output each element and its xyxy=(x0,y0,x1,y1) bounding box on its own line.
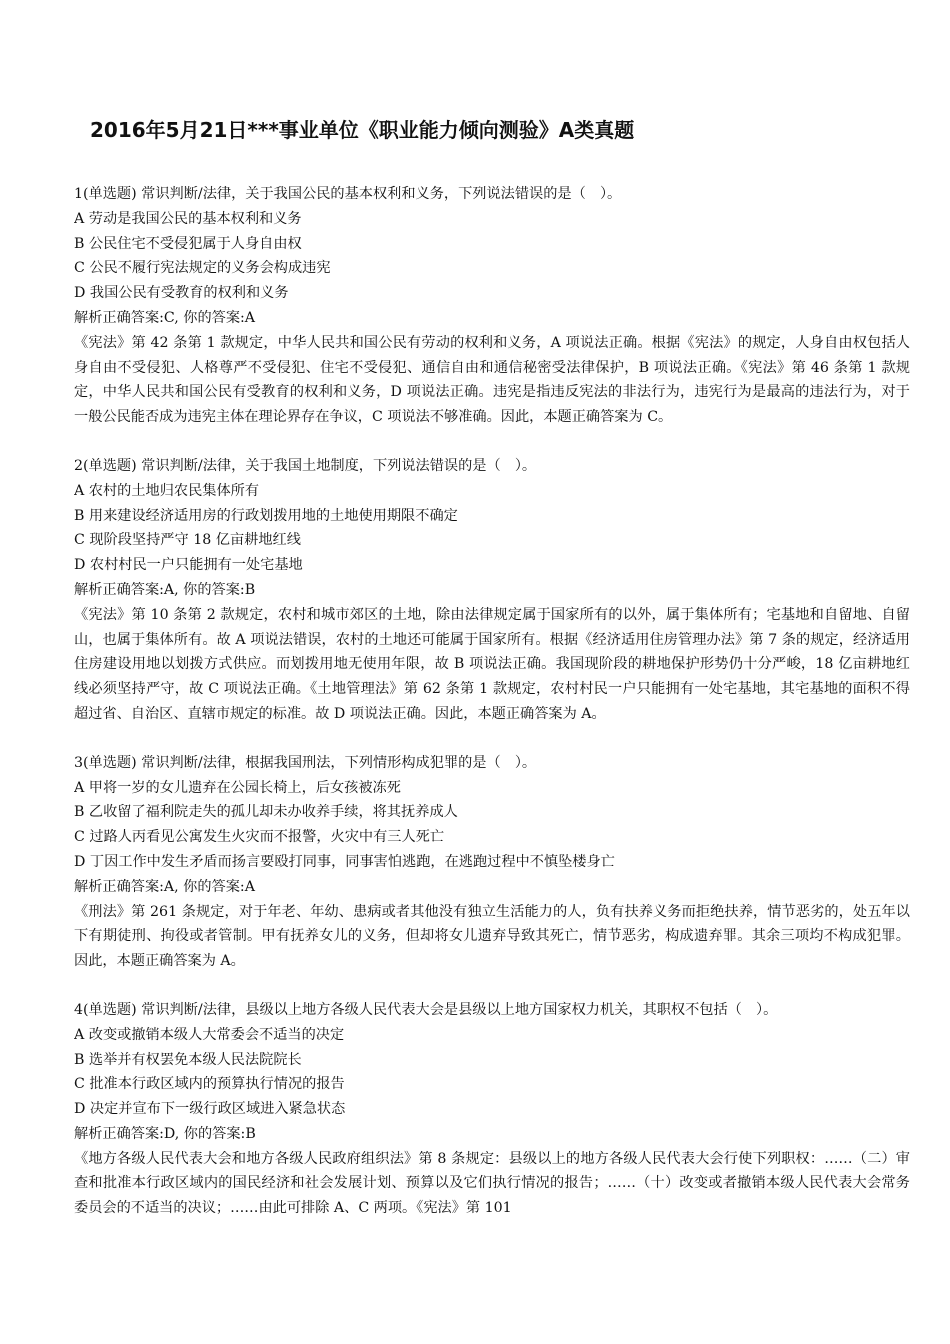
option-c: C 批准本行政区域内的预算执行情况的报告 xyxy=(74,1076,345,1093)
option-c: C 现阶段坚持严守 18 亿亩耕地红线 xyxy=(74,532,301,549)
option-a: A 劳动是我国公民的基本权利和义务 xyxy=(74,210,302,227)
option-b: B 选举并有权罢免本级人民法院院长 xyxy=(74,1051,302,1068)
question-prompt: 1(单选题) 常识判断/法律，关于我国公民的基本权利和义务，下列说法错误的是（ ）。 xyxy=(74,186,622,202)
answer-line: 解析正确答案:C, 你的答案:A xyxy=(74,309,256,326)
option-b: B 用来建设经济适用房的行政划拨用地的土地使用期限不确定 xyxy=(74,507,458,524)
answer-line: 解析正确答案:D, 你的答案:B xyxy=(74,1125,256,1142)
option-d: D 我国公民有受教育的权利和义务 xyxy=(74,285,289,302)
option-a: A 改变或撤销本级人大常委会不适当的决定 xyxy=(74,1026,345,1043)
explanation-text: 《刑法》第 261 条规定，对于年老、年幼、患病或者其他没有独立生活能力的人，负有扶养义务而拒绝扶养，情节恶劣的，处五年以下有期徒刑、拘役或者管制。甲有抚养女儿的义务，但却将女儿遗弃导致其死亡，情节恶劣，构成遗弃罪。其余三项均不构成犯罪。因此，本题正确答案为 A。 xyxy=(74,903,910,970)
question-prompt: 3(单选题) 常识判断/法律，根据我国刑法，下列情形构成犯罪的是（ ）。 xyxy=(74,754,537,771)
question-prompt: 2(单选题) 常识判断/法律，关于我国土地制度，下列说法错误的是（ ）。 xyxy=(74,457,537,474)
option-c: C 公民不履行宪法规定的义务会构成违宪 xyxy=(74,260,331,277)
document-title: 2016年5月21日***事业单位《职业能力倾向测验》A类真题 xyxy=(90,118,635,142)
option-d: D 决定并宣布下一级行政区域进入紧急状态 xyxy=(74,1101,346,1118)
explanation-text: 《宪法》第 10 条第 2 款规定，农村和城市郊区的土地，除由法律规定属于国家所有的以外，属于集体所有；宅基地和自留地、自留山，也属于集体所有。故 A 项说法错误，农村的土地还可能属于国家所有。根据《经济适用住房管理办法》第 7 条的规定，经济适用住房建设用地以划拨方式供应。而划拨用地无使用年限，故 B 项说法正确。我国现阶段的耕地保护形势仍十分严峻，18 亿亩耕地红线必须坚持严守，故 C 项说法正确。《土地管理法》第 62 条第 1 款规定，农村村民一户只能拥有一处宅基地，其宅基地的面积不得超过省、自治区、直辖市规定的标准。故 D 项说法正确。因此，本题正确答案为 A。 xyxy=(74,606,910,722)
answer-line: 解析正确答案:A, 你的答案:A xyxy=(74,878,255,895)
option-d: D 农村村民一户只能拥有一处宅基地 xyxy=(74,557,303,574)
question-list xyxy=(74,182,910,1245)
option-a: A 甲将一岁的女儿遗弃在公园长椅上，后女孩被冻死 xyxy=(74,779,401,796)
answer-line: 解析正确答案:A, 你的答案:B xyxy=(74,581,256,598)
option-b: B 公民住宅不受侵犯属于人身自由权 xyxy=(74,235,302,252)
question-item xyxy=(74,454,910,727)
explanation-text: 《地方各级人民代表大会和地方各级人民政府组织法》第 8 条规定：县级以上的地方各级人民代表大会行使下列职权：……（二）审查和批准本行政区域内的国民经济和社会发展计划、预算以及它们执行情况的报告；……（十）改变或者撤销本级人民代表大会常务委员会的不适当的决议；……由此可排除 A、C 两项。《宪法》第 101 xyxy=(74,1150,910,1217)
question-item xyxy=(74,182,910,430)
option-a: A 农村的土地归农民集体所有 xyxy=(74,482,260,499)
explanation-text: 《宪法》第 42 条第 1 款规定，中华人民共和国公民有劳动的权利和义务，A 项说法正确。根据《宪法》的规定，人身自由权包括人身自由不受侵犯、人格尊严不受侵犯、住宅不受侵犯、通信自由和通信秘密受法律保护，B 项说法正确。《宪法》第 46 条第 1 款规定，中华人民共和国公民有受教育的权利和义务，D 项说法正确。违宪是指违反宪法的非法行为，违宪行为是最高的违法行为，对于一般公民能否成为违宪主体在理论界存在争议，C 项说法不够准确。因此，本题正确答案为 C。 xyxy=(74,334,910,426)
question-item xyxy=(74,998,910,1221)
option-b: B 乙收留了福利院走失的孤儿却未办收养手续，将其抚养成人 xyxy=(74,804,458,821)
option-d: D 丁因工作中发生矛盾而扬言要殴打同事，同事害怕逃跑，在逃跑过程中不慎坠楼身亡 xyxy=(74,853,615,870)
option-c: C 过路人丙看见公寓发生火灾而不报警，火灾中有三人死亡 xyxy=(74,829,445,846)
question-item xyxy=(74,751,910,974)
question-prompt: 4(单选题) 常识判断/法律，县级以上地方各级人民代表大会是县级以上地方国家权力机关，其职权不包括（ ）。 xyxy=(74,1001,778,1018)
